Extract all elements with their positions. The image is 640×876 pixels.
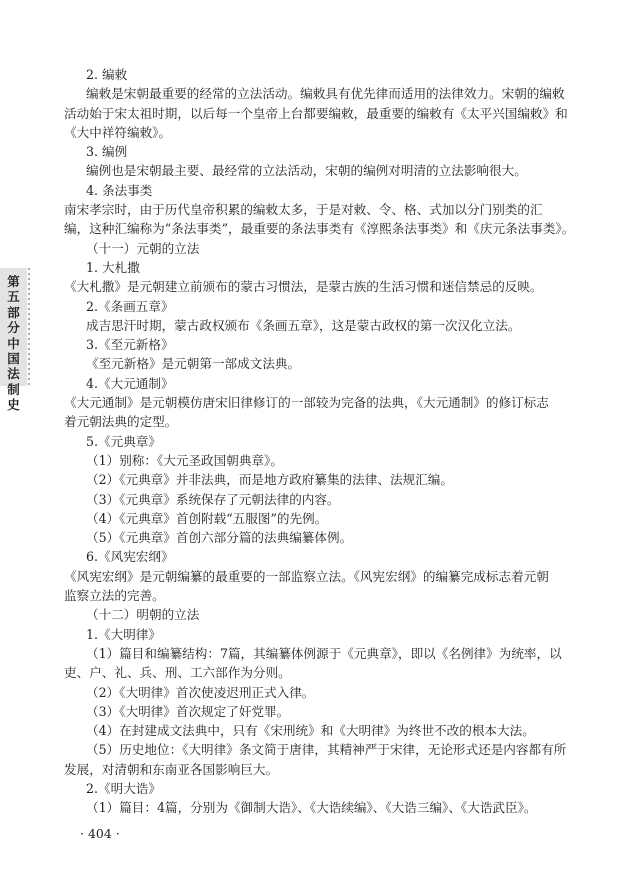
side-chapter-tab <box>0 268 27 413</box>
tab-char: 第 <box>7 274 20 289</box>
text-line: （3）《元典章》系统保存了元朝法律的内容。 <box>86 491 340 507</box>
text-line: 2.《明大诰》 <box>86 780 161 796</box>
text-line: 1. 大札撒 <box>86 259 140 275</box>
text-line: 3. 编例 <box>86 144 128 160</box>
tab-char: 史 <box>7 397 20 413</box>
text-line: 成吉思汗时期，蒙古政权颁布《条画五章》，这是蒙古政权的第一次汉化立法。 <box>86 317 521 333</box>
text-line: 监察立法的完善。 <box>64 588 165 604</box>
text-line: 《至元新格》是元朝第一部成文法典。 <box>86 356 301 372</box>
tab-char: 制 <box>7 381 20 397</box>
text-line: （3）《大明律》首次规定了奸党罪。 <box>86 703 290 719</box>
text-line: 南宋孝宗时，由于历代皇帝积累的编敕太多，于是对敕、令、格、式加以分门别类的汇 <box>64 202 543 218</box>
text-line: （1）篇目和编纂结构：7篇，其编纂体例源于《元典章》，即以《名例律》为统率，以 <box>86 645 562 661</box>
text-line: 4. 条法事类 <box>86 182 153 198</box>
text-line: 2.《条画五章》 <box>86 298 174 314</box>
text-line: 编例也是宋朝最主要、最经常的立法活动，宋朝的编例对明清的立法影响很大。 <box>86 163 527 179</box>
text-line: 编敕是宋朝最重要的经常的立法活动。编敕具有优先律而适用的法律效力。宋朝的编敕 <box>86 86 565 102</box>
text-line: 《风宪宏纲》是元朝编纂的最重要的一部监察立法。《风宪宏纲》的编纂完成标志着元朝 <box>64 568 549 584</box>
text-line: 1.《大明律》 <box>86 626 161 642</box>
text-line: 发展，对清朝和东南亚各国影响巨大。 <box>64 761 279 777</box>
text-line: 《大元通制》是元朝模仿唐宋旧律修订的一部较为完备的法典，《大元通制》的修订标志 <box>64 395 549 411</box>
text-line: （2）《元典章》并非法典，而是地方政府纂集的法律、法规汇编。 <box>86 472 453 488</box>
text-line: 5.《元典章》 <box>86 433 161 449</box>
text-line: （4）在封建成文法典中，只有《宋刑统》和《大明律》为终世不改的根本大法。 <box>86 723 535 739</box>
tab-dotted-edge <box>28 268 30 386</box>
tab-char: 五 <box>7 289 20 305</box>
text-line: 《大札撒》是元朝建立前颁布的蒙古习惯法，是蒙古族的生活习惯和迷信禁忌的反映。 <box>64 279 543 295</box>
tab-char: 国 <box>7 351 20 367</box>
text-line: 着元朝法典的定型。 <box>64 414 178 430</box>
text-line: 4.《大元通制》 <box>86 375 174 391</box>
tab-char: 分 <box>7 320 20 336</box>
text-line: 2. 编敕 <box>86 67 128 82</box>
tab-char: 中 <box>7 335 20 351</box>
text-line: （1）别称：《大元圣政国朝典章》。 <box>86 452 283 468</box>
text-line: （十一）元朝的立法 <box>86 240 200 256</box>
text-line: 6.《风宪宏纲》 <box>86 549 174 565</box>
text-line: （1）篇目：4篇，分别为《御制大诰》、《大诰续编》、《大诰三编》、《大诰武臣》。 <box>86 800 537 816</box>
text-line: 3.《至元新格》 <box>86 337 174 353</box>
text-line: （十二）明朝的立法 <box>86 607 200 623</box>
tab-char: 部 <box>7 304 20 320</box>
page-number: · 404 · <box>80 826 120 841</box>
text-line: 编，这种汇编称为“条法事类”，最重要的条法事类有《淳熙条法事类》和《庆元条法事类》。 <box>64 221 575 237</box>
text-line: （5）《元典章》首创六部分篇的法典编纂体例。 <box>86 530 353 546</box>
text-line: 《大中祥符编敕》。 <box>64 124 172 140</box>
page-body <box>64 65 600 818</box>
text-line: 活动始于宋太祖时期，以后每一个皇帝上台都要编敕，最重要的编敕有《太平兴国编敕》和 <box>64 105 568 121</box>
text-line: （2）《大明律》首次使凌迟刑正式入律。 <box>86 684 315 700</box>
text-line: （5）历史地位：《大明律》条文简于唐律，其精神严于宋律，无论形式还是内容都有所 <box>86 742 567 758</box>
text-line: （4）《元典章》首创附载“五服图”的先例。 <box>86 510 328 526</box>
tab-char: 法 <box>7 366 20 382</box>
text-line: 吏、户、礼、兵、刑、工六部作为分则。 <box>64 665 291 681</box>
